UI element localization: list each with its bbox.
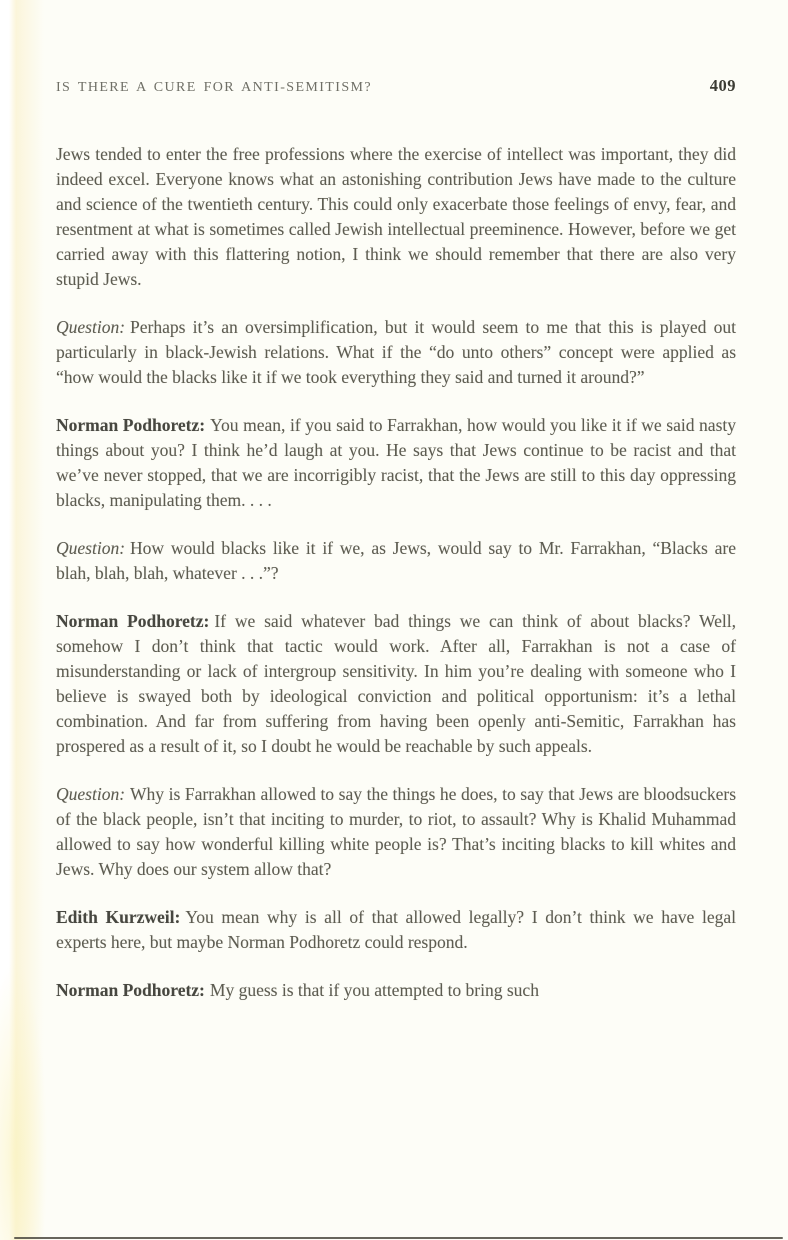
chapter-title: IS THERE A CURE FOR ANTI-SEMITISM? <box>56 80 372 95</box>
paragraph-text: Perhaps it’s an oversimplification, but it would seem to me that this is played out particularly in black-Jewish relations. What if the “do unto others” concept were applied as “how would the blacks like it if we took everything they said and turned it around?” <box>56 317 736 387</box>
page-number: 409 <box>709 76 736 95</box>
scan-bottom-edge <box>14 1237 783 1239</box>
body-text <box>56 142 736 1003</box>
paragraph-question <box>56 782 736 882</box>
paragraph-speech <box>56 609 736 759</box>
speaker-label: Norman Podhoretz: <box>56 611 210 631</box>
paragraph-text: If we said whatever bad things we can think of about blacks? Well, somehow I don’t think that tactic would work. After all, Farrakhan is not a case of misunderstanding or lack of intergroup sensitivity. In him you’re dealing with someone who I believe is swayed both by ideological conviction and political opportunism: it’s a lethal combination. And far from suffering from having been openly anti-Semitic, Farrakhan has prospered as a result of it, so I doubt he would be reachable by such appeals. <box>56 611 736 756</box>
scan-edge-smudge <box>0 960 48 1240</box>
paragraph-text: Jews tended to enter the free professions where the exercise of intellect was important, they did indeed excel. Everyone knows what an astonishing contribution Jews have made to the culture and science of the twentieth century. This could only exacerbate those feelings of envy, fear, and resentment at what is sometimes called Jewish intellectual preeminence. However, before we get carried away with this flattering notion, I think we should remember that there are also very stupid Jews. <box>56 144 736 289</box>
paragraph-speech <box>56 978 736 1003</box>
paragraph-text: Why is Farrakhan allowed to say the things he does, to say that Jews are bloodsuckers of the black people, isn’t that inciting to murder, to riot, to assault? Why is Khalid Muhammad allowed to say how wonderful killing white people is? That’s inciting blacks to kill whites and Jews. Why does our system allow that? <box>56 784 736 879</box>
speaker-label: Question: <box>56 784 126 804</box>
paragraph-speech <box>56 905 736 955</box>
speaker-label: Question: <box>56 317 126 337</box>
paragraph-question <box>56 315 736 390</box>
paragraph-text: My guess is that if you attempted to bring such <box>209 980 539 1000</box>
running-head <box>56 76 736 96</box>
page-content <box>56 76 736 1026</box>
paragraph-text: You mean, if you said to Farrakhan, how would you like it if we said nasty things about you? I think he’d laugh at you. He says that Jews continue to be racist and that we’ve never stopped, that we are incorrigibly racist, that the Jews are still to this day oppressing blacks, manipulating them. . . . <box>56 415 736 510</box>
speaker-label: Norman Podhoretz: <box>56 415 206 435</box>
paragraph-narrative <box>56 142 736 292</box>
speaker-label: Edith Kurzweil: <box>56 907 181 927</box>
paragraph-question <box>56 536 736 586</box>
speaker-label: Norman Podhoretz: <box>56 980 205 1000</box>
speaker-label: Question: <box>56 538 126 558</box>
paragraph-text: You mean why is all of that allowed legally? I don’t think we have legal experts here, but maybe Norman Podhoretz could respond. <box>56 907 736 952</box>
paragraph-speech <box>56 413 736 513</box>
paragraph-text: How would blacks like it if we, as Jews, would say to Mr. Farrakhan, “Blacks are blah, blah, blah, whatever . . .”? <box>56 538 736 583</box>
